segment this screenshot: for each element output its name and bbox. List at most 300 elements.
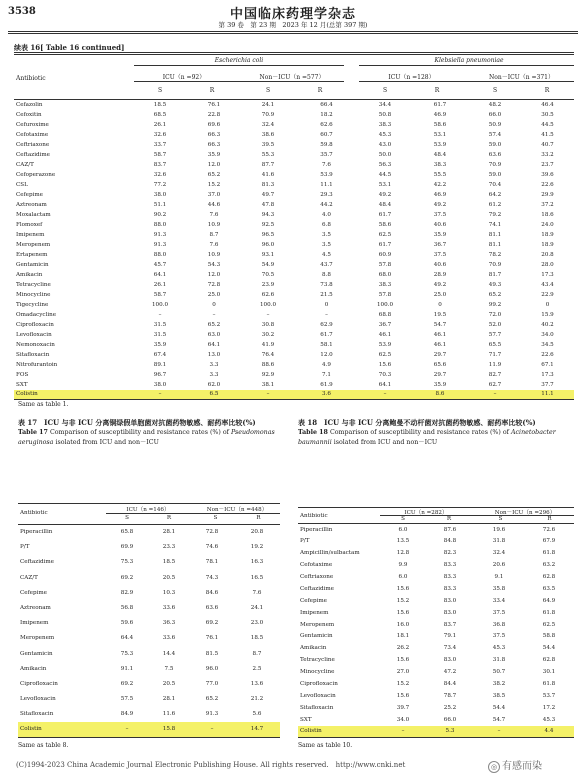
table-row bbox=[14, 270, 574, 280]
table-row bbox=[18, 525, 280, 540]
rate-cell: 60.7 bbox=[320, 131, 333, 138]
rate-cell: 24.1 bbox=[242, 100, 294, 110]
antibiotic-name: CAZ/T bbox=[16, 161, 34, 168]
rate-cell: 63.5 bbox=[542, 585, 556, 592]
table-row bbox=[298, 690, 574, 702]
table17-note: Same as table 8. bbox=[18, 742, 69, 749]
rate-cell: 31.5 bbox=[153, 331, 167, 338]
table-row bbox=[14, 360, 574, 370]
rate-cell: 91.3 bbox=[153, 241, 167, 248]
rate-cell: 18.9 bbox=[541, 241, 554, 248]
rate-cell: 51.1 bbox=[153, 201, 167, 208]
rate-cell: 64.1 bbox=[153, 271, 167, 278]
rate-cell: 53.1 bbox=[433, 131, 447, 138]
antibiotic-name: Ceftazidime bbox=[20, 559, 54, 566]
table-row bbox=[298, 642, 574, 654]
rate-cell: 83.3 bbox=[443, 562, 457, 569]
table17-sub-rule bbox=[106, 513, 280, 514]
rate-cell: 38.0 bbox=[153, 381, 167, 388]
rate-cell: 75.3 bbox=[120, 559, 134, 566]
rate-cell: 49.3 bbox=[488, 281, 502, 288]
rate-cell: 47.8 bbox=[261, 201, 275, 208]
rate-cell: 10.3 bbox=[162, 589, 176, 596]
antibiotic-name: Sitafloxacin bbox=[300, 704, 334, 711]
table-row bbox=[18, 661, 280, 676]
rate-cell: 70.9 bbox=[261, 111, 275, 118]
issue-line: 第 39 卷 第 23 期 2023 年 12 月(总第 397 期) bbox=[218, 21, 368, 29]
rate-cell: 48.2 bbox=[469, 100, 521, 110]
rate-cell: 36.8 bbox=[492, 621, 506, 628]
table18-nonicu: Non－ICU（n =296） bbox=[494, 510, 556, 516]
table16-note: Same as table 1. bbox=[18, 401, 69, 408]
rate-cell: 25.0 bbox=[433, 291, 447, 298]
rate-cell: 62.5 bbox=[378, 231, 392, 238]
rate-cell: 65.2 bbox=[488, 291, 502, 298]
table16-sub-rule-2 bbox=[359, 81, 574, 82]
rate-cell: 16.3 bbox=[250, 559, 264, 566]
table18-note: Same as table 10. bbox=[298, 742, 353, 749]
rate-cell: 82.9 bbox=[120, 589, 134, 596]
rate-cell: 37.2 bbox=[541, 201, 554, 208]
table18-r1: R bbox=[446, 516, 452, 522]
rate-cell: – bbox=[106, 722, 148, 737]
rate-cell: 8.7 bbox=[209, 231, 219, 238]
rate-cell: – bbox=[190, 722, 234, 737]
rate-cell: 6.0 bbox=[380, 524, 426, 536]
rate-cell: 17.3 bbox=[541, 271, 554, 278]
header-rule-2 bbox=[8, 33, 578, 34]
table17-label: Table 17 bbox=[18, 429, 48, 436]
rate-cell: 52.0 bbox=[488, 321, 502, 328]
rate-cell: 3.3 bbox=[209, 361, 219, 368]
rate-cell: 54.7 bbox=[433, 321, 447, 328]
antibiotic-name: P/T bbox=[20, 544, 30, 551]
antibiotic-name: Imipenem bbox=[16, 231, 45, 238]
table18-s2: S bbox=[498, 516, 503, 522]
table16-r2: R bbox=[317, 87, 323, 94]
rate-cell: – bbox=[266, 311, 270, 318]
rate-cell: 64.1 bbox=[378, 381, 392, 388]
rate-cell: 100.0 bbox=[151, 301, 168, 308]
rate-cell: 13.0 bbox=[207, 351, 221, 358]
rate-cell: 65.6 bbox=[433, 361, 447, 368]
rate-cell: 11.6 bbox=[162, 711, 176, 718]
rate-cell: 21.2 bbox=[250, 696, 264, 703]
table16-ecoli-rule bbox=[134, 65, 344, 66]
rate-cell: 91.3 bbox=[205, 711, 219, 718]
table-row bbox=[14, 140, 574, 150]
rate-cell: 68.8 bbox=[378, 311, 392, 318]
rate-cell: 62.8 bbox=[542, 657, 556, 664]
table-row bbox=[14, 130, 574, 140]
rate-cell: 41.9 bbox=[261, 341, 275, 348]
rate-cell: 65.2 bbox=[205, 696, 219, 703]
rate-cell: 62.6 bbox=[320, 121, 333, 128]
rate-cell: 22.8 bbox=[207, 111, 221, 118]
antibiotic-name: Sitafloxacin bbox=[16, 351, 50, 358]
rate-cell: 62.5 bbox=[378, 351, 392, 358]
rate-cell: 50.8 bbox=[378, 111, 392, 118]
rate-cell: 68.5 bbox=[153, 111, 167, 118]
rate-cell: 61.7 bbox=[411, 100, 469, 110]
table-row bbox=[14, 290, 574, 300]
antibiotic-name: Levofloxacin bbox=[300, 692, 336, 699]
rate-cell: 49.2 bbox=[378, 191, 392, 198]
rate-cell: 38.3 bbox=[433, 161, 447, 168]
table-row bbox=[14, 170, 574, 180]
rate-cell: 6.5 bbox=[186, 390, 242, 400]
rate-cell: 8.6 bbox=[411, 390, 469, 400]
rate-cell: 58.1 bbox=[320, 341, 333, 348]
table16-r1: R bbox=[209, 87, 215, 94]
rate-cell: 96.5 bbox=[261, 231, 275, 238]
rate-cell: 41.6 bbox=[261, 171, 275, 178]
table17-s1: S bbox=[125, 515, 129, 521]
table16-continued-label: 续表 16[ Table 16 continued] bbox=[14, 43, 125, 52]
rate-cell: 23.7 bbox=[541, 161, 554, 168]
antibiotic-name: Ciprofloxacin bbox=[300, 681, 338, 688]
rate-cell: 88.0 bbox=[153, 251, 167, 258]
table-row bbox=[298, 583, 574, 595]
rate-cell: 79.1 bbox=[443, 633, 457, 640]
table16-sub-rule-1 bbox=[134, 81, 344, 82]
rate-cell: 50.7 bbox=[492, 669, 506, 676]
rate-cell: 3.5 bbox=[322, 241, 331, 248]
antibiotic-name: Minocycline bbox=[300, 669, 335, 676]
rate-cell: 41.5 bbox=[541, 131, 554, 138]
rate-cell: 0 bbox=[324, 301, 329, 308]
rate-cell: 15.2 bbox=[396, 597, 410, 604]
rate-cell: 88.6 bbox=[261, 361, 275, 368]
table17-r1: R bbox=[166, 515, 172, 521]
table-row bbox=[14, 380, 574, 390]
rate-cell: 69.2 bbox=[120, 680, 134, 687]
rate-cell: 18.5 bbox=[134, 100, 186, 110]
rate-cell: 30.2 bbox=[261, 331, 275, 338]
rate-cell: 35.9 bbox=[433, 381, 447, 388]
rate-cell: – bbox=[212, 311, 216, 318]
rate-cell: 38.5 bbox=[492, 692, 506, 699]
rate-cell: 0 bbox=[212, 301, 216, 308]
rate-cell: 28.0 bbox=[541, 261, 554, 268]
table-row bbox=[14, 310, 574, 320]
rate-cell: 20.8 bbox=[541, 251, 554, 258]
table-row bbox=[14, 210, 574, 220]
table-row bbox=[298, 619, 574, 631]
rate-cell: 17.2 bbox=[542, 704, 556, 711]
rate-cell: 46.4 bbox=[521, 100, 574, 110]
rate-cell: 91.3 bbox=[153, 231, 167, 238]
antibiotic-name: Colistin bbox=[298, 726, 380, 738]
antibiotic-name: Ampicillin/sulbactam bbox=[300, 550, 360, 557]
table-row bbox=[18, 692, 280, 707]
rate-cell: 58.6 bbox=[433, 121, 447, 128]
rate-cell: 4.4 bbox=[524, 726, 574, 738]
rate-cell: 7.6 bbox=[322, 161, 331, 168]
rate-cell: 18.9 bbox=[541, 231, 554, 238]
antibiotic-name: SXT bbox=[16, 381, 28, 388]
rate-cell: 66.0 bbox=[443, 716, 457, 723]
antibiotic-name: Imipenem bbox=[300, 609, 329, 616]
table18-species: Acinetobacter baumannii bbox=[298, 429, 556, 446]
rate-cell: 34.0 bbox=[396, 716, 410, 723]
rate-cell: 54.4 bbox=[492, 704, 506, 711]
antibiotic-name: Ertapenem bbox=[16, 251, 48, 258]
table-row bbox=[18, 707, 280, 722]
rate-cell: 55.3 bbox=[261, 151, 275, 158]
rate-cell: 74.3 bbox=[205, 574, 219, 581]
rate-cell: 15.9 bbox=[541, 311, 554, 318]
antibiotic-name: Cefazolin bbox=[14, 100, 134, 110]
rate-cell: 74.1 bbox=[488, 221, 502, 228]
rate-cell: 13.5 bbox=[396, 538, 410, 545]
antibiotic-name: P/T bbox=[300, 538, 310, 545]
antibiotic-name: Ceftazidime bbox=[300, 585, 334, 592]
antibiotic-name: Tigecycline bbox=[16, 301, 49, 308]
rate-cell: 23.3 bbox=[162, 544, 176, 551]
rate-cell: 30.8 bbox=[261, 321, 275, 328]
table-row bbox=[14, 370, 574, 380]
rate-cell: 73.8 bbox=[320, 281, 333, 288]
rate-cell: 53.9 bbox=[378, 341, 392, 348]
rate-cell: 82.7 bbox=[488, 371, 502, 378]
table17-s2: S bbox=[213, 515, 218, 521]
rate-cell: 33.6 bbox=[162, 635, 176, 642]
rate-cell: 42.2 bbox=[433, 181, 447, 188]
table-row bbox=[14, 160, 574, 170]
rate-cell: 87.7 bbox=[261, 161, 275, 168]
rate-cell: 81.5 bbox=[205, 650, 219, 657]
rate-cell: – bbox=[134, 390, 186, 400]
antibiotic-name: Cefepime bbox=[20, 589, 47, 596]
table17-r2: R bbox=[256, 515, 261, 521]
header-rule bbox=[8, 31, 578, 32]
rate-cell: 7.5 bbox=[164, 665, 174, 672]
antibiotic-name: CAZ/T bbox=[20, 574, 38, 581]
rate-cell: 6.8 bbox=[322, 221, 331, 228]
rate-cell: 40.7 bbox=[541, 141, 554, 148]
rate-cell: 36.7 bbox=[378, 321, 392, 328]
rate-cell: 38.1 bbox=[261, 381, 275, 388]
rate-cell: 25.2 bbox=[443, 704, 457, 711]
rate-cell: 61.8 bbox=[542, 550, 556, 557]
rate-cell: 76.1 bbox=[205, 635, 219, 642]
rate-cell: 57.8 bbox=[378, 261, 392, 268]
rate-cell: 61.8 bbox=[542, 609, 556, 616]
antibiotic-name: Colistin bbox=[18, 722, 106, 737]
rate-cell: 64.9 bbox=[542, 597, 556, 604]
rate-cell: 61.2 bbox=[488, 201, 502, 208]
rate-cell: 37.0 bbox=[207, 191, 221, 198]
rate-cell: 53.1 bbox=[378, 181, 392, 188]
table-row bbox=[298, 559, 574, 571]
rate-cell: 84.6 bbox=[205, 589, 219, 596]
antibiotic-name: Gentamicin bbox=[20, 650, 53, 657]
rate-cell: 70.9 bbox=[488, 161, 502, 168]
rate-cell: 0 bbox=[438, 301, 442, 308]
rate-cell: 18.1 bbox=[396, 633, 410, 640]
rate-cell: 53.7 bbox=[542, 692, 556, 699]
rate-cell: 45.3 bbox=[378, 131, 392, 138]
rate-cell: 67.1 bbox=[541, 361, 554, 368]
rate-cell: 44.6 bbox=[207, 201, 221, 208]
table17-title-cn: 表 17 ICU 与非 ICU 分离铜绿假单胞菌对抗菌药物敏感、耐药率比较(%) bbox=[18, 418, 256, 427]
table-row bbox=[298, 726, 574, 738]
table16-r4: R bbox=[544, 87, 550, 94]
table-row bbox=[14, 330, 574, 340]
antibiotic-name: Ceftriaxone bbox=[300, 574, 334, 580]
table-row bbox=[298, 702, 574, 714]
rate-cell: 83.0 bbox=[443, 657, 457, 664]
rate-cell: 64.4 bbox=[120, 635, 134, 642]
rate-cell: 77.0 bbox=[205, 680, 219, 687]
table16-s4: S bbox=[492, 87, 498, 94]
rate-cell: 10.9 bbox=[207, 251, 221, 258]
rate-cell: 11.1 bbox=[521, 390, 574, 400]
rate-cell: 3.6 bbox=[294, 390, 359, 400]
antibiotic-name: Ciprofloxacin bbox=[20, 680, 58, 687]
rate-cell: 39.6 bbox=[541, 171, 554, 178]
rate-cell: 96.0 bbox=[261, 241, 275, 248]
rate-cell: 81.3 bbox=[261, 181, 275, 188]
rate-cell: 69.9 bbox=[120, 544, 134, 551]
rate-cell: 92.5 bbox=[261, 221, 275, 228]
table-row bbox=[298, 654, 574, 666]
table16-icu-ecoli: ICU（n =92） bbox=[162, 74, 206, 81]
rate-cell: 5.3 bbox=[426, 726, 474, 738]
rate-cell: 38.0 bbox=[153, 191, 167, 198]
table17-icu: ICU（n =146） bbox=[126, 507, 170, 513]
antibiotic-name: Amikacin bbox=[20, 665, 47, 672]
table-row bbox=[18, 631, 280, 646]
table-row bbox=[298, 678, 574, 690]
rate-cell: 48.4 bbox=[433, 151, 447, 158]
rate-cell: 74.6 bbox=[205, 544, 219, 551]
rate-cell: 18.2 bbox=[320, 111, 333, 118]
rate-cell: 43.0 bbox=[378, 141, 392, 148]
antibiotic-name: Flomoxef bbox=[16, 221, 43, 228]
rate-cell: 83.7 bbox=[443, 621, 457, 628]
table-row bbox=[18, 646, 280, 661]
table-row bbox=[14, 100, 574, 110]
antibiotic-name: Tetracycline bbox=[300, 657, 335, 664]
rate-cell: 56.8 bbox=[120, 605, 134, 612]
rate-cell: 15.6 bbox=[396, 692, 410, 699]
rate-cell: 30.1 bbox=[542, 669, 556, 676]
rate-cell: 83.7 bbox=[153, 161, 167, 168]
table-row bbox=[14, 340, 574, 350]
rate-cell: 22.9 bbox=[541, 291, 554, 298]
rate-cell: 34.5 bbox=[541, 341, 554, 348]
table-row bbox=[298, 524, 574, 536]
rate-cell: 3.5 bbox=[322, 231, 331, 238]
rate-cell: 18.5 bbox=[162, 559, 176, 566]
rate-cell: 58.8 bbox=[542, 633, 556, 640]
rate-cell: 91.1 bbox=[120, 665, 134, 672]
table18-s1: S bbox=[401, 516, 405, 522]
rate-cell: 9.1 bbox=[494, 574, 504, 580]
table16-r3: R bbox=[434, 87, 440, 94]
rate-cell: 4.5 bbox=[322, 251, 331, 258]
rate-cell: 6.0 bbox=[398, 574, 408, 580]
rate-cell: 43.4 bbox=[541, 281, 554, 288]
rate-cell: 53.9 bbox=[433, 141, 447, 148]
table16-s3: S bbox=[382, 87, 388, 94]
rate-cell: 34.4 bbox=[359, 100, 411, 110]
table16-kp-rule bbox=[359, 65, 574, 66]
page-number: 3538 bbox=[8, 6, 36, 17]
rate-cell: 75.3 bbox=[120, 650, 134, 657]
rate-cell: 33.2 bbox=[541, 151, 554, 158]
antibiotic-name: Meropenem bbox=[300, 621, 335, 628]
table16-icu-kp: ICU（n =128） bbox=[388, 74, 435, 81]
table16-s2: S bbox=[265, 87, 271, 94]
rate-cell: 12.0 bbox=[207, 161, 221, 168]
rate-cell: 15.6 bbox=[396, 609, 410, 616]
rate-cell: 13.6 bbox=[250, 680, 264, 687]
rate-cell: 63.2 bbox=[542, 562, 556, 569]
table-row bbox=[18, 722, 280, 737]
table18-title-en-tail: isolated from ICU and non－ICU bbox=[333, 439, 438, 446]
table-row bbox=[18, 600, 280, 615]
rate-cell: 66.4 bbox=[294, 100, 359, 110]
table-row bbox=[14, 240, 574, 250]
table-row bbox=[14, 320, 574, 330]
rate-cell: 21.5 bbox=[320, 291, 333, 298]
rate-cell: 82.3 bbox=[443, 550, 457, 557]
antibiotic-name: Ceftazidime bbox=[16, 151, 50, 158]
watermark-text: 有感而染 bbox=[502, 761, 542, 772]
rate-cell: 61.8 bbox=[542, 681, 556, 688]
table16-s1: S bbox=[157, 87, 163, 94]
table16-body bbox=[14, 99, 574, 400]
rate-cell: 23.9 bbox=[261, 281, 275, 288]
rate-cell: 36.3 bbox=[162, 620, 176, 627]
rate-cell: 20.8 bbox=[234, 525, 280, 540]
antibiotic-name: Meropenem bbox=[20, 635, 55, 642]
antibiotic-name: Piperacillin bbox=[298, 524, 380, 536]
rate-cell: 11.9 bbox=[488, 361, 502, 368]
rate-cell: 100.0 bbox=[376, 301, 393, 308]
table-row bbox=[14, 220, 574, 230]
rate-cell: 78.1 bbox=[205, 559, 219, 566]
rate-cell: – bbox=[380, 726, 426, 738]
table-row bbox=[298, 547, 574, 559]
rate-cell: 65.5 bbox=[488, 341, 502, 348]
copyright-footer: (C)1994-2023 China Academic Journal Electronic Publishing House. All rights reserved. http://www.cnki.net bbox=[16, 761, 406, 769]
rate-cell: 15.6 bbox=[396, 657, 410, 664]
table16-antibiotic-header: Antibiotic bbox=[16, 75, 46, 82]
rate-cell: 32.4 bbox=[261, 121, 275, 128]
rate-cell: 15.6 bbox=[396, 585, 410, 592]
rate-cell: 39.7 bbox=[396, 704, 410, 711]
table-row bbox=[298, 714, 574, 726]
table18-r2: R bbox=[547, 516, 552, 522]
table-row bbox=[298, 571, 574, 583]
table-row bbox=[14, 280, 574, 290]
rate-cell: 18.6 bbox=[541, 211, 554, 218]
rate-cell: 46.1 bbox=[433, 331, 447, 338]
table18-title-cn: 表 18 ICU 与非 ICU 分离鲍曼不动杆菌对抗菌药物敏感、耐药率比较(%) bbox=[298, 418, 536, 427]
rate-cell: 43.7 bbox=[320, 261, 333, 268]
antibiotic-name: Amikacin bbox=[16, 271, 43, 278]
rate-cell: 23.0 bbox=[250, 620, 264, 627]
rate-cell: 20.5 bbox=[162, 680, 176, 687]
journal-title: 中国临床药理学杂志 bbox=[229, 7, 356, 22]
antibiotic-name: Nitrofurantoin bbox=[16, 361, 58, 368]
rate-cell: 7.6 bbox=[252, 589, 262, 596]
rate-cell: 31.5 bbox=[153, 321, 167, 328]
